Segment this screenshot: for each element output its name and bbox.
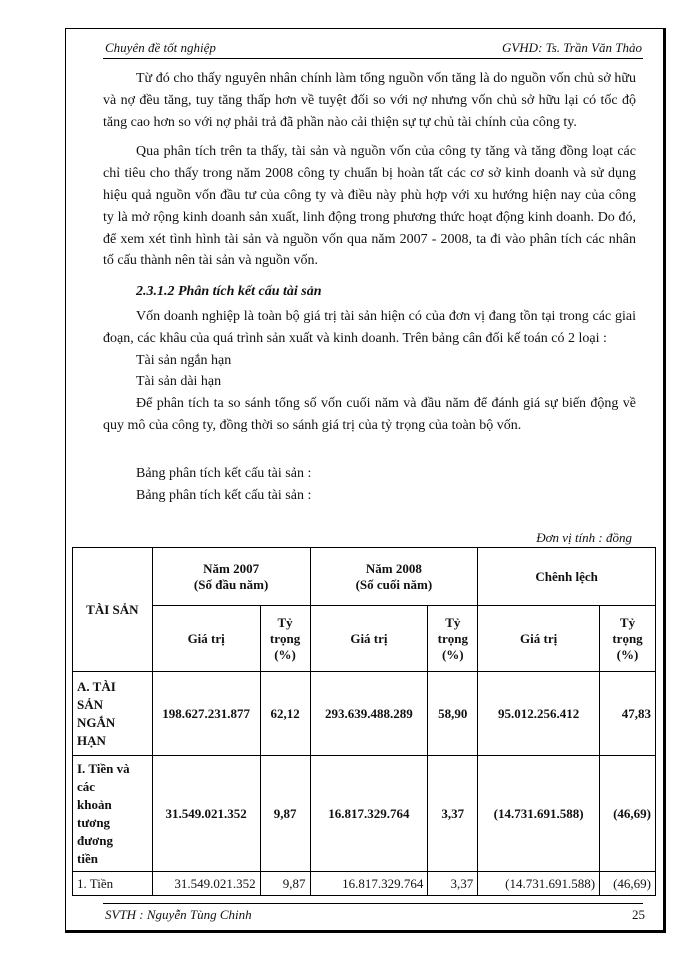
row-label [73, 756, 153, 872]
row-label: 1. Tiền [73, 872, 153, 896]
section-title: 2.3.1.2 Phân tích kết cấu tài sản [136, 284, 322, 299]
cell-ratio-diff: 47,83 [600, 672, 656, 756]
footer-author: SVTH : Nguyễn Tùng Chinh [105, 907, 252, 922]
label-line: đương [77, 832, 113, 848]
label-line: I. Tiền và [77, 760, 130, 776]
cell-ratio-diff: (46,69) [600, 872, 656, 896]
sub-ratio-text: Tỷ [445, 614, 461, 630]
footer-rule [103, 903, 643, 904]
col-2007-note: (Số đầu năm) [193, 576, 269, 592]
cell-ratio-2007: 9,87 [260, 756, 310, 872]
sub-ratio-text: (%) [274, 646, 296, 662]
sub-ratio-diff [600, 606, 656, 672]
table-row-cash-equivalents [73, 756, 656, 872]
cell-ratio-2008: 3,37 [428, 872, 478, 896]
sub-ratio-2007 [260, 606, 310, 672]
table-row-cash [73, 872, 656, 896]
sub-value-2008: Giá trị [310, 606, 428, 672]
section-intro: Vốn doanh nghiệp là toàn bộ giá trị tài sản hiện có của đơn vị đang tồn tại trong các giai đoạn, các khâu của quá trình sản xuất và kinh doanh. Trên bảng cân đối kế toán có 2 loại : [103, 309, 636, 346]
unit-label: Đơn vị tính : đồng [536, 530, 632, 545]
table-header-row-2 [73, 606, 656, 672]
col-2008 [310, 548, 478, 606]
list-item-short-term: Tài sản ngắn hạn [136, 352, 232, 368]
label-line: HẠN [77, 732, 106, 748]
cell-value-diff: (14.731.691.588) [478, 872, 600, 896]
paragraph-1: Từ đó cho thấy nguyên nhân chính làm tổng nguồn vốn tăng là do nguồn vốn chủ sở hữu và nợ đều tăng, tuy tăng thấp hơn về tuyệt đối so với nợ nhưng vốn chủ sở hữu lại có tốc độ tăng cao hơn so với nợ phải trả đã phần nào cải thiện sự tự chủ tài chính của công ty. [103, 71, 636, 130]
header-right: GVHD: Ts. Trần Văn Thảo [501, 40, 642, 55]
sub-value-2007: Giá trị [152, 606, 260, 672]
col-2008-note: (Số cuối năm) [355, 576, 433, 592]
cell-value-2007: 31.549.021.352 [152, 756, 260, 872]
table-header-row-1 [73, 548, 656, 606]
cell-ratio-2007: 9,87 [260, 872, 310, 896]
sub-ratio-text: trọng [612, 630, 643, 646]
col-2008-year: Năm 2008 [365, 560, 422, 576]
col-2007-year: Năm 2007 [203, 560, 260, 576]
cell-value-2008: 16.817.329.764 [310, 756, 428, 872]
table-caption-2: Bảng phân tích kết cấu tài sản : [136, 488, 312, 503]
label-line: tiền [77, 850, 98, 866]
cell-ratio-diff: (46,69) [600, 756, 656, 872]
header-left: Chuyên đề tốt nghiệp [105, 40, 216, 55]
page-shadow-bottom [65, 930, 666, 933]
label-line: SẢN [77, 696, 104, 712]
sub-ratio-text: Tỷ [277, 614, 293, 630]
section-method: Để phân tích ta so sánh tổng số vốn cuối năm và đầu năm để đánh giá sự biến động về quy mô của công ty, đồng thời so sánh giá trị của tỷ trọng của toàn bộ vốn. [103, 396, 636, 433]
page-shadow-right [663, 28, 666, 932]
cell-value-2008: 293.639.488.289 [310, 672, 428, 756]
col-asset: TÀI SẢN [73, 548, 153, 672]
sub-ratio-text: (%) [616, 646, 639, 662]
list-item-long-term: Tài sản dài hạn [136, 374, 222, 390]
row-label [73, 672, 153, 756]
table-row-short-term-assets [73, 672, 656, 756]
sub-ratio-2008 [428, 606, 478, 672]
page-number: 25 [632, 907, 645, 922]
label-line: khoản [77, 796, 112, 812]
label-line: tương [77, 814, 111, 830]
cell-value-2007: 31.549.021.352 [152, 872, 260, 896]
cell-ratio-2008: 3,37 [428, 756, 478, 872]
cell-ratio-2008: 58,90 [428, 672, 478, 756]
sub-value-diff: Giá trị [478, 606, 600, 672]
intro-text [103, 68, 636, 272]
cell-value-diff: (14.731.691.588) [478, 756, 600, 872]
cell-ratio-2007: 62,12 [260, 672, 310, 756]
col-2007 [152, 548, 310, 606]
sub-ratio-text: trọng [437, 630, 468, 646]
header-rule [103, 58, 643, 59]
label-line: NGẮN [77, 714, 116, 730]
cell-value-diff: 95.012.256.412 [478, 672, 600, 756]
sub-ratio-text: trọng [269, 630, 301, 646]
paragraph-2: Qua phân tích trên ta thấy, tài sản và nguồn vốn của công ty tăng và tăng đồng loạt các chỉ tiêu cho thấy trong năm 2008 công ty chuẩn bị hoàn tất các cơ sở kinh doanh và sử dụng hiệu quả nguồn vốn đầu tư của công ty và điều này phù hợp với xu hướng hiện nay của công ty là mở rộng kinh doanh sản xuất, linh động trong phương thức hoạt động kinh doanh. Do đó, để xem xét tình hình tài sản và nguồn vốn qua năm 2007 - 2008, ta đi vào phân tích các nhân tố cấu thành nên tài sản và nguồn vốn. [103, 144, 636, 269]
table-caption-1: Bảng phân tích kết cấu tài sản : [136, 466, 312, 481]
asset-structure-table [72, 547, 656, 896]
cell-value-2008: 16.817.329.764 [310, 872, 428, 896]
col-diff: Chênh lệch [478, 548, 656, 606]
sub-ratio-text: Tỷ [619, 614, 636, 630]
label-line: các [77, 778, 96, 794]
label-line: A. TÀI [77, 678, 116, 694]
section-text [103, 306, 636, 437]
sub-ratio-text: (%) [441, 646, 464, 662]
cell-value-2007: 198.627.231.877 [152, 672, 260, 756]
